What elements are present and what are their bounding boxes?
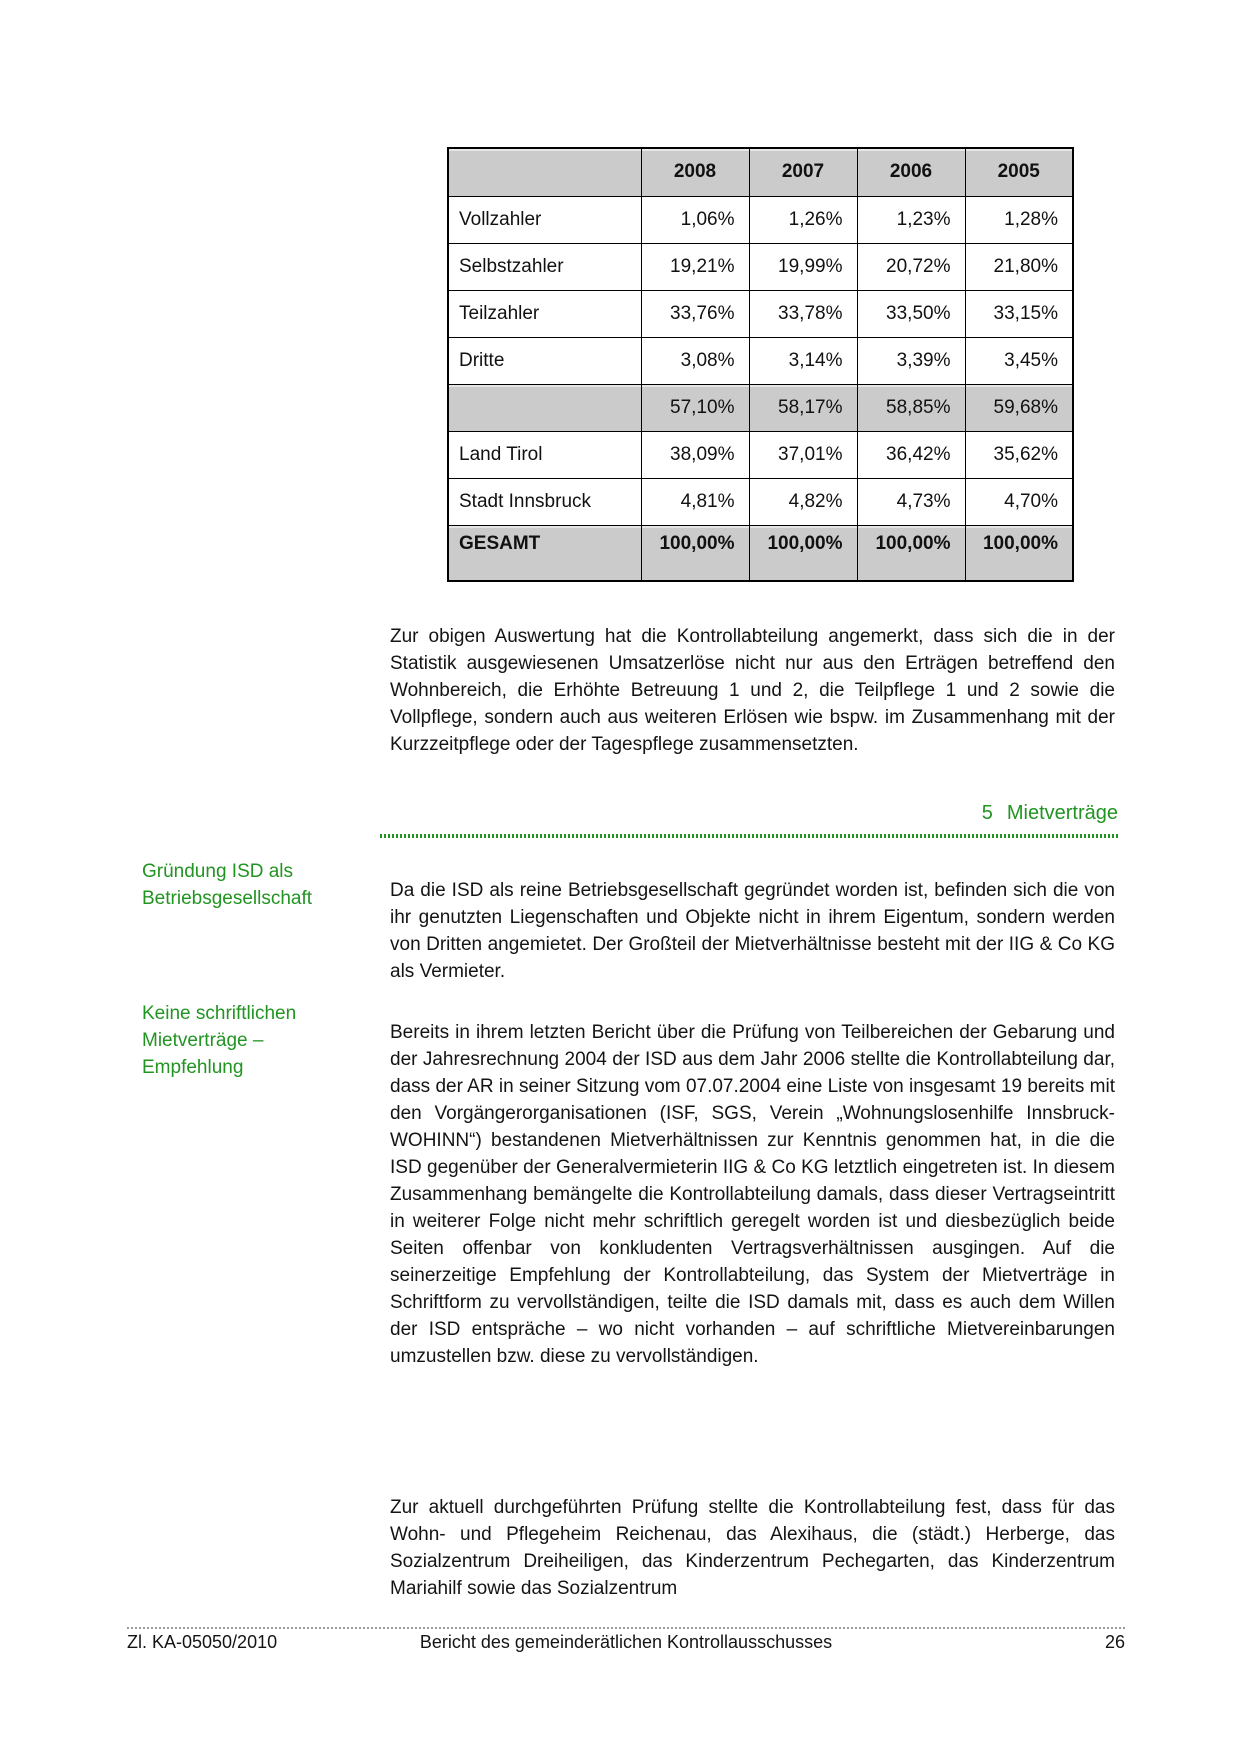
table-header-row (448, 148, 1073, 196)
cell-value: 4,70% (965, 478, 1073, 525)
header-cell-empty (448, 148, 641, 196)
row-label (448, 384, 641, 431)
table-row-vollzahler (448, 196, 1073, 243)
paragraph-letzter-bericht: Bereits in ihrem letzten Bericht über die Prüfung von Teilbereichen der Gebarung und der Jahresrechnung 2004 der ISD aus dem Jahr 2006 stellte die Kontrollabteilung dar, dass der AR in seiner Sitzung vom 07.07.2004 eine Liste von insgesamt 19 bereits mit den Vorgängerorganisationen (ISF, SGS, Verein „Wohnungslosenhilfe Innsbruck-WOHINN“) bestandenen Mietverhältnissen zur Kenntnis genommen hat, in die die ISD gegenüber der Generalvermieterin IIG & Co KG letztlich eingetreten ist. In diesem Zusammenhang bemängelte die Kontrollabteilung damals, dass dieser Vertragseintritt in weiterer Folge nicht mehr schriftlich geregelt worden ist und diesbezüglich beide Seiten offenbar von konkludenten Vertragsverhältnissen ausgingen. Auf die seinerzeitige Empfehlung der Kontrollabteilung, das System der Mietverträge in Schriftform zu vervollständigen, teilte die ISD damals mit, dass es auch dem Willen der ISD entspräche – wo nicht vorhanden – auf schriftliche Mietvereinbarungen umzustellen bzw. diese zu vervollständigen. (390, 1022, 1115, 1367)
table-row-selbstzahler (448, 243, 1073, 290)
cell-value: 3,14% (749, 337, 857, 384)
margin-note-keine-mietvertraege: Keine schriftlichen Mietverträge – Empfehlung (142, 1003, 297, 1078)
row-label: Stadt Innsbruck (448, 478, 641, 525)
section-heading-mietvertraege (382, 802, 1118, 825)
footer-page-number: 26 (1104, 1632, 1125, 1652)
row-label: Vollzahler (448, 196, 641, 243)
table-row-subtotal (448, 384, 1073, 431)
header-cell-year: 2007 (749, 148, 857, 196)
footer-report-title: Bericht des gemeinderätlichen Kontrollausschusses (419, 1632, 833, 1652)
cell-value: 1,28% (965, 196, 1073, 243)
cell-value: 1,26% (749, 196, 857, 243)
cell-value: 58,85% (857, 384, 965, 431)
cell-value: 37,01% (749, 431, 857, 478)
cell-value: 33,78% (749, 290, 857, 337)
paragraph-auswertung-anmerkung: Zur obigen Auswertung hat die Kontrollabteilung angemerkt, dass sich die in der Statistik ausgewiesenen Umsatzerlöse nicht nur aus den Erträgen betreffend den Wohnbereich, die Erhöhte Betreuung 1 und 2, die Teilpflege 1 und 2 sowie die Vollpflege, sondern auch aus weiteren Erlösen wie bspw. im Zusammenhang mit der Kurzzeitpflege oder der Tagespflege zusammensetzten. (390, 626, 1115, 755)
row-label: Selbstzahler (448, 243, 641, 290)
table-row-land-tirol (448, 431, 1073, 478)
cell-value: 19,99% (749, 243, 857, 290)
cell-value: 4,82% (749, 478, 857, 525)
cell-value: 4,81% (641, 478, 749, 525)
section-title: Mietverträge (1006, 802, 1118, 824)
table-row-stadt-innsbruck (448, 478, 1073, 525)
cell-value: 1,06% (641, 196, 749, 243)
payer-share-table (447, 147, 1074, 582)
footer-divider-dotted-line (127, 1627, 1125, 1629)
cell-value: 1,23% (857, 196, 965, 243)
cell-value: 3,08% (641, 337, 749, 384)
cell-value: 100,00% (749, 525, 857, 581)
section-number: 5 (981, 802, 993, 824)
cell-value: 100,00% (857, 525, 965, 581)
table-body (448, 196, 1073, 581)
cell-value: 33,50% (857, 290, 965, 337)
row-label: Teilzahler (448, 290, 641, 337)
cell-value: 3,45% (965, 337, 1073, 384)
header-cell-year: 2005 (965, 148, 1073, 196)
row-label: Dritte (448, 337, 641, 384)
cell-value: 3,39% (857, 337, 965, 384)
margin-note-gruendung-isd: Gründung ISD als Betriebsgesellschaft (142, 861, 313, 909)
footer-document-number: Zl. KA-05050/2010 (127, 1632, 278, 1652)
table-row-gesamt (448, 525, 1073, 581)
paragraph-aktuelle-pruefung: Zur aktuell durchgeführten Prüfung stellte die Kontrollabteilung fest, dass für das Wohn- und Pflegeheim Reichenau, das Alexihaus, die (städt.) Herberge, das Sozialzentrum Dreiheiligen, das Kinderzentrum Pechegarten, das Kinderzentrum Mariahilf sowie das Sozialzentrum (390, 1497, 1115, 1599)
cell-value: 57,10% (641, 384, 749, 431)
cell-value: 59,68% (965, 384, 1073, 431)
section-divider-dotted-line (380, 834, 1118, 838)
cell-value: 33,15% (965, 290, 1073, 337)
table-row-teilzahler (448, 290, 1073, 337)
paragraph-betriebsgesellschaft: Da die ISD als reine Betriebsgesellschaft gegründet worden ist, befinden sich die von ihr genutzten Liegenschaften und Objekte nicht in ihrem Eigentum, sondern werden von Dritten angemietet. Der Großteil der Mietverhältnisse besteht mit der IIG & Co KG als Vermieter. (390, 880, 1115, 982)
cell-value: 58,17% (749, 384, 857, 431)
cell-value: 19,21% (641, 243, 749, 290)
header-cell-year: 2006 (857, 148, 965, 196)
row-label: Land Tirol (448, 431, 641, 478)
row-label: GESAMT (448, 525, 641, 581)
cell-value: 21,80% (965, 243, 1073, 290)
cell-value: 38,09% (641, 431, 749, 478)
cell-value: 100,00% (965, 525, 1073, 581)
cell-value: 100,00% (641, 525, 749, 581)
cell-value: 20,72% (857, 243, 965, 290)
cell-value: 33,76% (641, 290, 749, 337)
table-header (448, 148, 1073, 196)
table-row-dritte (448, 337, 1073, 384)
page-footer (127, 1632, 1125, 1653)
cell-value: 36,42% (857, 431, 965, 478)
cell-value: 4,73% (857, 478, 965, 525)
cell-value: 35,62% (965, 431, 1073, 478)
header-cell-year: 2008 (641, 148, 749, 196)
